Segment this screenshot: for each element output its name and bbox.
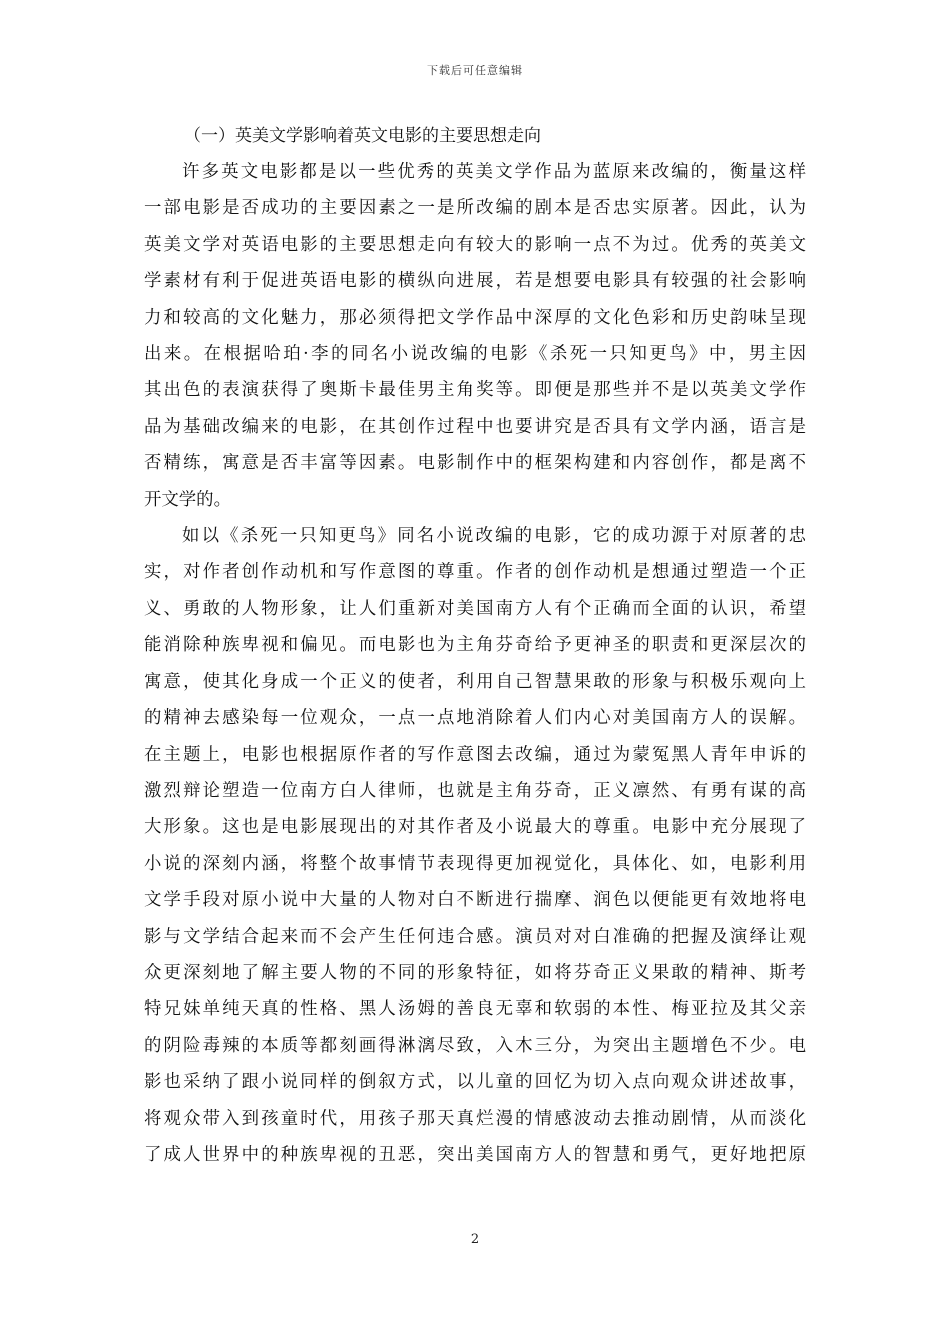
text-line: 开文学的。 (144, 489, 231, 510)
paragraph-2 (144, 518, 806, 1173)
document-body (144, 118, 806, 1173)
page-number: 2 (470, 1232, 480, 1247)
text-line: 其出色的表演获得了奥斯卡最佳男主角奖等。即便是那些并不是以英美文学作 (144, 380, 806, 401)
text-line: 如以《杀死一只知更鸟》同名小说改编的电影，它的成功源于对原著的忠 (182, 526, 806, 547)
paragraph-1 (144, 154, 806, 518)
text-line: 在主题上，电影也根据原作者的写作意图去改编，通过为蒙冤黑人青年申诉的 (144, 744, 806, 765)
text-line: 大形象。这也是电影展现出的对其作者及小说最大的尊重。电影中充分展现了 (144, 817, 806, 838)
text-line: 英美文学对英语电影的主要思想走向有较大的影响一点不为过。优秀的英美文 (144, 234, 806, 255)
text-line: 能消除种族卑视和偏见。而电影也为主角芬奇给予更神圣的职责和更深层次的 (144, 635, 806, 656)
text-line: 了成人世界中的种族卑视的丑恶，突出美国南方人的智慧和勇气，更好地把原 (144, 1144, 806, 1165)
text-line: 义、勇敢的人物形象，让人们重新对美国南方人有个正确而全面的认识，希望 (144, 598, 806, 619)
section-heading: （一）英美文学影响着英文电影的主要思想走向 (184, 126, 541, 146)
text-line: 影与文学结合起来而不会产生任何违合感。演员对对白准确的把握及演绎让观 (144, 926, 806, 947)
text-line: 力和较高的文化魅力，那必须得把文学作品中深厚的文化色彩和历史韵味呈现 (144, 307, 806, 328)
text-line: 否精练，寓意是否丰富等因素。电影制作中的框架构建和内容创作，都是离不 (144, 453, 806, 474)
text-line: 许多英文电影都是以一些优秀的英美文学作品为蓝原来改编的，衡量这样 (182, 162, 806, 182)
text-line: 出来。在根据哈珀·李的同名小说改编的电影《杀死一只知更鸟》中，男主因 (144, 344, 806, 365)
text-line: 品为基础改编来的电影，在其创作过程中也要讲究是否具有文学内涵，语言是 (144, 416, 806, 437)
text-line: 影也采纳了跟小说同样的倒叙方式，以儿童的回忆为切入点向观众讲述故事， (144, 1072, 806, 1093)
text-line: 小说的深刻内涵，将整个故事情节表现得更加视觉化，具体化、如，电影利用 (144, 853, 806, 874)
text-line: 实，对作者创作动机和写作意图的尊重。作者的创作动机是想通过塑造一个正 (144, 562, 806, 583)
text-line: 学素材有利于促进英语电影的横纵向进展，若是想要电影具有较强的社会影响 (144, 271, 806, 292)
text-line: 文学手段对原小说中大量的人物对白不断进行揣摩、润色以便能更有效地将电 (144, 890, 806, 911)
text-line: 激烈辩论塑造一位南方白人律师，也就是主角芬奇，正义凛然、有勇有谋的高 (144, 780, 806, 801)
text-line: 将观众带入到孩童时代，用孩子那天真烂漫的情感波动去推动剧情，从而淡化 (144, 1108, 806, 1129)
text-line: 一部电影是否成功的主要因素之一是所改编的剧本是否忠实原著。因此，认为 (144, 198, 806, 219)
text-line: 众更深刻地了解主要人物的不同的形象特征，如将芬奇正义果敢的精神、斯考 (144, 962, 806, 983)
text-line: 特兄妹单纯天真的性格、黑人汤姆的善良无辜和软弱的本性、梅亚拉及其父亲 (144, 999, 806, 1020)
text-line: 的精神去感染每一位观众，一点一点地消除着人们内心对美国南方人的误解。 (144, 708, 806, 729)
text-line: 寓意，使其化身成一个正义的使者，利用自己智慧果敢的形象与积极乐观向上 (144, 671, 806, 692)
text-line: 的阴险毒辣的本质等都刻画得淋漓尽致，入木三分，为突出主题增色不少。电 (144, 1035, 806, 1056)
page-header: 下载后可任意编辑 (427, 64, 523, 77)
